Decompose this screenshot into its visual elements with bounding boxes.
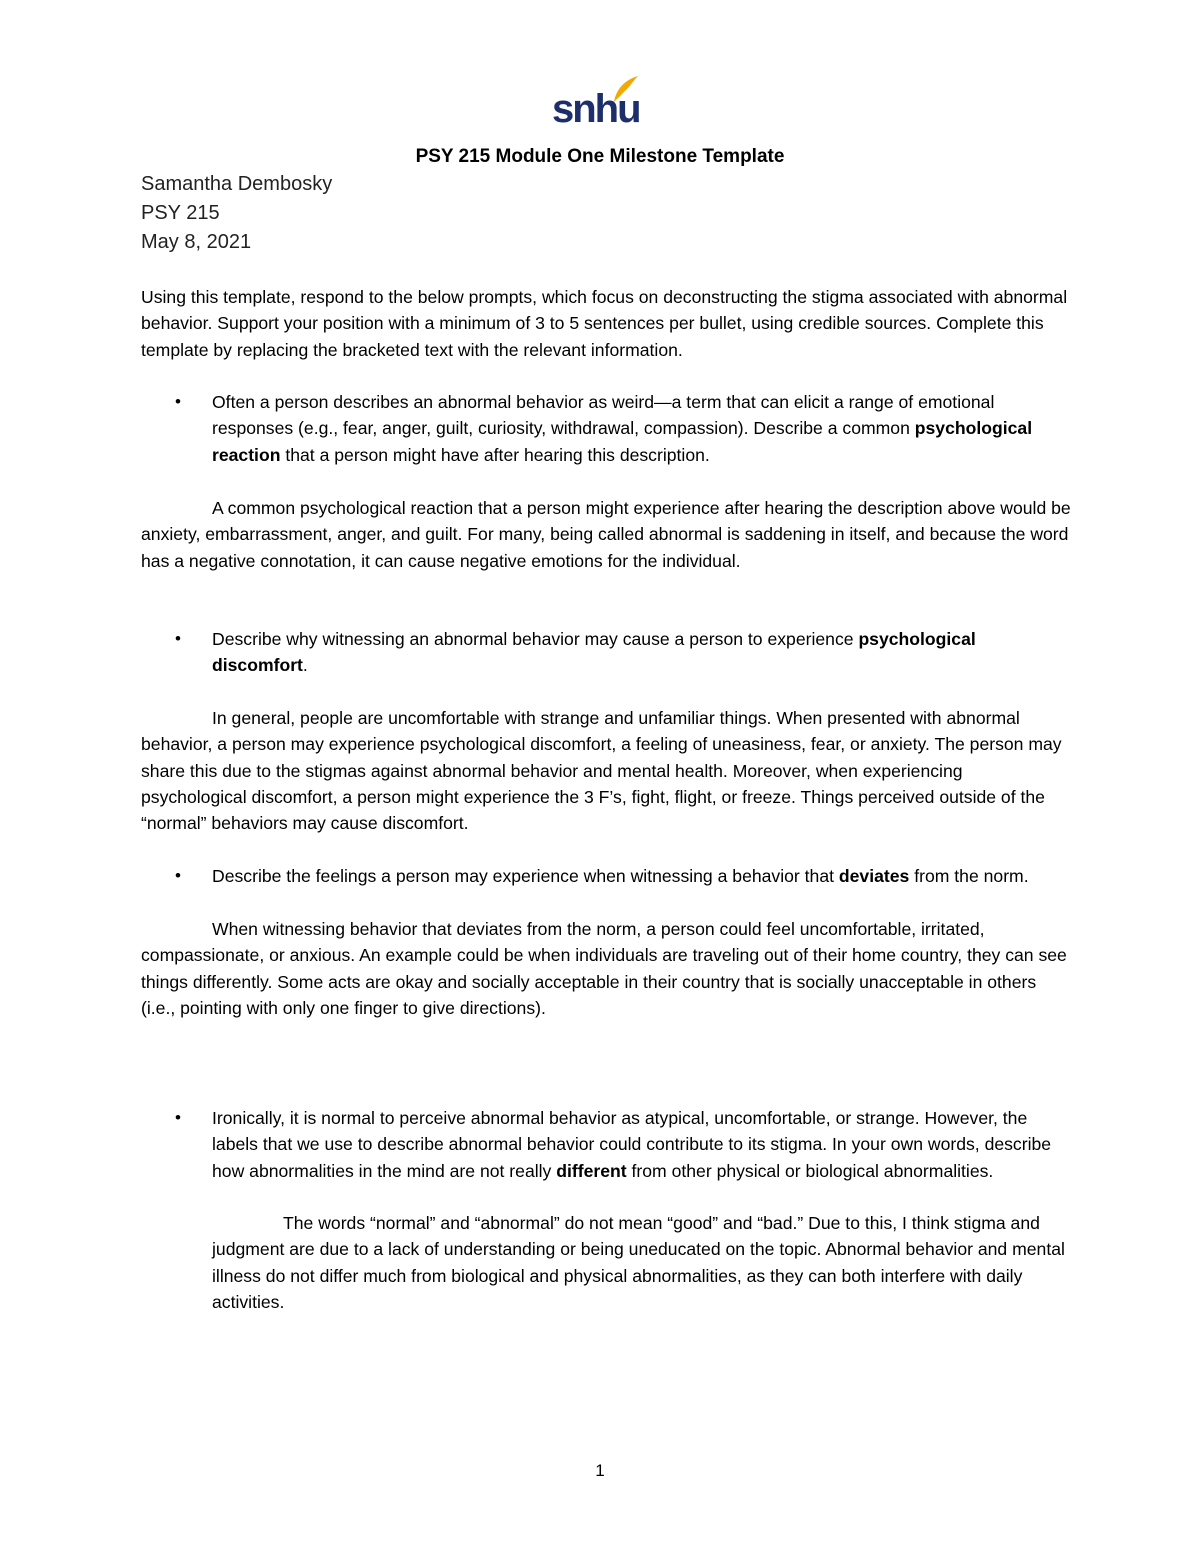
logo-wordmark: snhu [552, 87, 640, 131]
prompt-emphasis: psychological discomfort [212, 629, 976, 676]
prompt-emphasis: different [556, 1160, 627, 1181]
prompt-text [212, 863, 1071, 889]
answer-paragraph-2 [141, 705, 1071, 836]
prompt-text-part: from the norm. [909, 866, 1029, 886]
intro-text: Using this template, respond to the below prompts, which focus on deconstructing the stigma associated with abnormal behavior. Support your position with a minimum of 3 to 5 sentences per bullet, using credible sources. Complete this template by replacing the bracketed text with the relevant information. [141, 287, 1068, 360]
prompt-emphasis: psychological reaction [212, 418, 1033, 465]
prompt-text [212, 1105, 1071, 1184]
author-name: Samantha Dembosky [141, 173, 333, 195]
prompt-text-part: Describe the feelings a person may experience when witnessing a behavior that [212, 866, 839, 886]
bullet-icon: • [175, 866, 181, 885]
course-code: PSY 215 [141, 202, 220, 224]
bullet-icon: • [175, 392, 181, 411]
intro-paragraph [141, 284, 1071, 363]
prompt-text-part: from other physical or biological abnormalities. [626, 1160, 994, 1181]
page-number: 1 [595, 1461, 605, 1480]
prompt-bullet-4 [141, 1105, 1071, 1184]
prompt-emphasis: deviates [838, 866, 910, 886]
prompt-bullet-2 [141, 626, 1071, 679]
answer-paragraph-4 [212, 1210, 1072, 1315]
snhu-logo [552, 74, 642, 132]
prompt-text [212, 389, 1071, 468]
answer-text: A common psychological reaction that a person might experience after hearing the description above would be anxiety, embarrassment, anger, and guilt. For many, being called abnormal is saddening in itself, and because the word has a negative connotation, it can cause negative emotions for the individual. [141, 498, 1071, 571]
prompt-text-part: Ironically, it is normal to perceive abnormal behavior as atypical, uncomfortable, or strange. However, the labels that we use to describe abnormal behavior could contribute to its stigma. In your own words, describe how abnormalities in the mind are not really [212, 1108, 1052, 1181]
answer-text: The words “normal” and “abnormal” do not mean “good” and “bad.” Due to this, I think stigma and judgment are due to a lack of understanding or being uneducated on the topic. Abnormal behavior and mental illness do not differ much from biological and physical abnormalities, as they can both interfere with daily activities. [212, 1213, 1065, 1312]
bullet-icon: • [175, 629, 181, 648]
answer-text: When witnessing behavior that deviates from the norm, a person could feel uncomfortable, irritated, compassionate, or anxious. An example could be when individuals are traveling out of their home country, they can see things differently. Some acts are okay and socially acceptable in their country that is socially unacceptable in others (i.e., pointing with only one finger to give directions). [141, 919, 1067, 1018]
prompt-text-part: Describe why witnessing an abnormal behavior may cause a person to experience [212, 629, 859, 649]
prompt-text-part: . [302, 655, 308, 676]
bullet-icon: • [175, 1108, 181, 1127]
document-title: PSY 215 Module One Milestone Template [415, 146, 785, 167]
prompt-bullet-1 [141, 389, 1071, 468]
answer-paragraph-3 [141, 916, 1071, 1021]
document-date: May 8, 2021 [141, 231, 252, 253]
prompt-text-part: that a person might have after hearing this description. [280, 444, 710, 465]
prompt-text [212, 626, 1071, 679]
answer-paragraph-1 [141, 495, 1071, 574]
answer-text: In general, people are uncomfortable with strange and unfamiliar things. When presented with abnormal behavior, a person may experience psychological discomfort, a feeling of uneasiness, fear, or anxiety. The person may share this due to the stigmas against abnormal behavior and mental health. Moreover, when experiencing psychological discomfort, a person might experience the 3 F’s, fight, flight, or freeze. Things perceived outside of the “normal” behaviors may cause discomfort. [141, 708, 1062, 834]
prompt-text-part: Often a person describes an abnormal behavior as weird—a term that can elicit a range of emotional responses (e.g., fear, anger, guilt, curiosity, withdrawal, compassion). Describe a common [212, 392, 995, 439]
author-block [141, 170, 332, 257]
prompt-bullet-3 [141, 863, 1071, 889]
